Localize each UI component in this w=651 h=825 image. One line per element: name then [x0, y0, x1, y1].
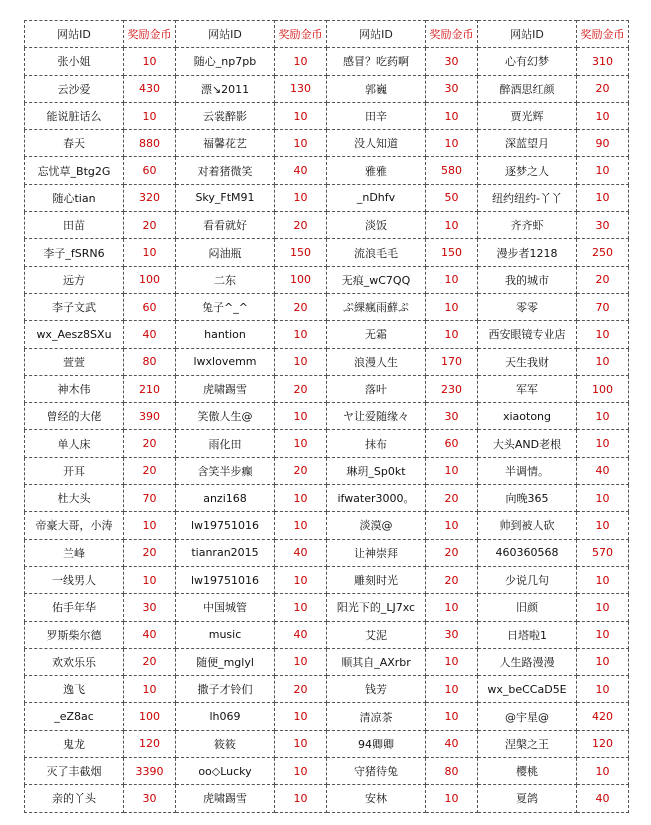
reward-coins-cell: 210: [124, 375, 176, 402]
reward-coins-cell: 80: [426, 758, 478, 785]
site-id-cell: 远方: [25, 266, 124, 293]
site-id-cell: 兔子^_^: [176, 293, 275, 320]
site-id-cell: 田辛: [327, 102, 426, 129]
site-id-cell: 对着猪微笑: [176, 157, 275, 184]
site-id-cell: 雕刻时光: [327, 566, 426, 593]
reward-coins-cell: 150: [275, 239, 327, 266]
reward-coins-cell: 40: [275, 157, 327, 184]
reward-coins-cell: 20: [275, 375, 327, 402]
reward-coins-cell: 3390: [124, 758, 176, 785]
reward-coins-cell: 130: [275, 75, 327, 102]
table-row: [25, 512, 629, 539]
header-site-id: 网站ID: [478, 21, 577, 48]
table-row: [25, 457, 629, 484]
reward-coins-cell: 10: [275, 485, 327, 512]
reward-coins-cell: 10: [577, 648, 629, 675]
site-id-cell: lw19751016: [176, 512, 275, 539]
site-id-cell: 福馨花艺: [176, 130, 275, 157]
site-id-cell: 鬼龙: [25, 730, 124, 757]
reward-coins-cell: 230: [426, 375, 478, 402]
site-id-cell: 琳玥_Sp0kt: [327, 457, 426, 484]
reward-coins-cell: 20: [124, 457, 176, 484]
reward-coins-cell: 10: [426, 594, 478, 621]
reward-coins-cell: 150: [426, 239, 478, 266]
reward-coins-cell: 10: [275, 512, 327, 539]
site-id-cell: 李子_fSRN6: [25, 239, 124, 266]
reward-coins-cell: 10: [275, 348, 327, 375]
site-id-cell: music: [176, 621, 275, 648]
site-id-cell: 齐齐虾: [478, 212, 577, 239]
site-id-cell: 半调情。: [478, 457, 577, 484]
reward-coins-cell: 10: [426, 293, 478, 320]
site-id-cell: 钱芳: [327, 676, 426, 703]
reward-coins-cell: 20: [426, 539, 478, 566]
header-reward: 奖励金币: [275, 21, 327, 48]
site-id-cell: 虎啸踢雪: [176, 375, 275, 402]
site-id-cell: 逸飞: [25, 676, 124, 703]
site-id-cell: 曾经的大佬: [25, 403, 124, 430]
table-row: [25, 266, 629, 293]
site-id-cell: 夏鸽: [478, 785, 577, 812]
site-id-cell: 让神崇拜: [327, 539, 426, 566]
site-id-cell: 看看就好: [176, 212, 275, 239]
header-site-id: 网站ID: [176, 21, 275, 48]
site-id-cell: 亲的丫头: [25, 785, 124, 812]
reward-coins-cell: 20: [577, 266, 629, 293]
site-id-cell: 云沙爱: [25, 75, 124, 102]
site-id-cell: 向晚365: [478, 485, 577, 512]
site-id-cell: 樱桃: [478, 758, 577, 785]
reward-coins-cell: 390: [124, 403, 176, 430]
table-row: [25, 594, 629, 621]
site-id-cell: 张小姐: [25, 48, 124, 75]
site-id-cell: 闷油瓶: [176, 239, 275, 266]
reward-coins-cell: 50: [426, 184, 478, 211]
reward-coins-cell: 10: [426, 676, 478, 703]
site-id-cell: lh069: [176, 703, 275, 730]
site-id-cell: 逐梦之人: [478, 157, 577, 184]
reward-coins-cell: 60: [124, 293, 176, 320]
site-id-cell: ifwater3000。: [327, 485, 426, 512]
reward-coins-cell: 10: [275, 321, 327, 348]
reward-coins-cell: 20: [275, 676, 327, 703]
reward-coins-cell: 20: [426, 485, 478, 512]
reward-coins-cell: 10: [275, 130, 327, 157]
reward-coins-cell: 10: [426, 321, 478, 348]
site-id-cell: 淡漠@: [327, 512, 426, 539]
site-id-cell: 淡饭: [327, 212, 426, 239]
reward-table-body: [25, 48, 629, 812]
site-id-cell: _nDhfv: [327, 184, 426, 211]
site-id-cell: 笑傲人生@: [176, 403, 275, 430]
reward-coins-cell: 60: [124, 157, 176, 184]
site-id-cell: 雨化田: [176, 430, 275, 457]
reward-coins-cell: 10: [577, 348, 629, 375]
reward-coins-cell: 20: [124, 430, 176, 457]
site-id-cell: 雅雅: [327, 157, 426, 184]
table-row: [25, 102, 629, 129]
site-id-cell: 灭了丰截烟: [25, 758, 124, 785]
reward-coins-cell: 40: [275, 621, 327, 648]
reward-coins-cell: 250: [577, 239, 629, 266]
site-id-cell: 军军: [478, 375, 577, 402]
header-reward: 奖励金币: [577, 21, 629, 48]
reward-coins-cell: 10: [426, 457, 478, 484]
site-id-cell: 罗斯柴尔德: [25, 621, 124, 648]
reward-coins-cell: 10: [124, 676, 176, 703]
site-id-cell: 守猪待兔: [327, 758, 426, 785]
reward-coins-cell: 40: [577, 785, 629, 812]
reward-coins-cell: 880: [124, 130, 176, 157]
reward-coins-cell: 10: [577, 621, 629, 648]
reward-coins-cell: 10: [426, 212, 478, 239]
reward-coins-cell: 10: [275, 48, 327, 75]
reward-coins-cell: 30: [124, 594, 176, 621]
reward-coins-cell: 10: [577, 566, 629, 593]
site-id-cell: 神木伟: [25, 375, 124, 402]
site-id-cell: hantion: [176, 321, 275, 348]
site-id-cell: 清凉茶: [327, 703, 426, 730]
site-id-cell: 少说几句: [478, 566, 577, 593]
table-row: [25, 703, 629, 730]
reward-coins-cell: 60: [426, 430, 478, 457]
site-id-cell: 兰峰: [25, 539, 124, 566]
reward-table-container: [24, 20, 629, 812]
reward-coins-cell: 10: [426, 130, 478, 157]
reward-coins-cell: 10: [275, 730, 327, 757]
reward-coins-cell: 40: [577, 457, 629, 484]
reward-coins-cell: 20: [275, 457, 327, 484]
reward-coins-cell: 30: [426, 75, 478, 102]
site-id-cell: 纽约纽约-丫丫: [478, 184, 577, 211]
site-id-cell: 我的城市: [478, 266, 577, 293]
reward-coins-cell: 70: [577, 293, 629, 320]
reward-coins-cell: 320: [124, 184, 176, 211]
reward-coins-cell: 10: [577, 676, 629, 703]
site-id-cell: 涅槃之王: [478, 730, 577, 757]
table-row: [25, 566, 629, 593]
reward-coins-cell: 90: [577, 130, 629, 157]
site-id-cell: 虎啸踢雪: [176, 785, 275, 812]
reward-coins-cell: 170: [426, 348, 478, 375]
reward-coins-cell: 120: [577, 730, 629, 757]
reward-coins-cell: 10: [426, 512, 478, 539]
reward-coins-cell: 10: [577, 403, 629, 430]
reward-coins-cell: 10: [275, 785, 327, 812]
reward-coins-cell: 10: [124, 102, 176, 129]
table-row: [25, 212, 629, 239]
reward-coins-cell: 10: [577, 102, 629, 129]
site-id-cell: 漂↘2011: [176, 75, 275, 102]
site-id-cell: 开耳: [25, 457, 124, 484]
reward-coins-cell: 10: [124, 239, 176, 266]
reward-coins-cell: 10: [275, 594, 327, 621]
site-id-cell: wx_beCCaD5E: [478, 676, 577, 703]
reward-coins-cell: 20: [426, 566, 478, 593]
site-id-cell: 筱筱: [176, 730, 275, 757]
reward-coins-cell: 100: [124, 703, 176, 730]
reward-coins-cell: 20: [577, 75, 629, 102]
reward-coins-cell: 10: [577, 512, 629, 539]
table-row: [25, 403, 629, 430]
site-id-cell: 单人床: [25, 430, 124, 457]
table-row: [25, 321, 629, 348]
site-id-cell: 浪漫人生: [327, 348, 426, 375]
reward-coins-cell: 10: [275, 758, 327, 785]
site-id-cell: 大头AND老根: [478, 430, 577, 457]
reward-coins-cell: 10: [426, 648, 478, 675]
site-id-cell: 流浪毛毛: [327, 239, 426, 266]
reward-coins-cell: 10: [275, 648, 327, 675]
reward-coins-cell: 30: [426, 403, 478, 430]
site-id-cell: 醉酒思红颜: [478, 75, 577, 102]
site-id-cell: wx_Aesz8SXu: [25, 321, 124, 348]
site-id-cell: 感冒？吃药啊: [327, 48, 426, 75]
table-row: [25, 75, 629, 102]
site-id-cell: 艾泥: [327, 621, 426, 648]
table-row: [25, 785, 629, 812]
reward-coins-cell: 580: [426, 157, 478, 184]
reward-coins-cell: 10: [275, 102, 327, 129]
site-id-cell: ヤ让爱随缘々: [327, 403, 426, 430]
site-id-cell: 二东: [176, 266, 275, 293]
site-id-cell: 随便_mglyl: [176, 648, 275, 675]
reward-table: [24, 20, 629, 813]
table-row: [25, 239, 629, 266]
table-row: [25, 730, 629, 757]
header-reward: 奖励金币: [426, 21, 478, 48]
reward-coins-cell: 570: [577, 539, 629, 566]
reward-coins-cell: 40: [426, 730, 478, 757]
site-id-cell: 零零: [478, 293, 577, 320]
site-id-cell: 忘忧草_Btg2G: [25, 157, 124, 184]
reward-coins-cell: 10: [124, 48, 176, 75]
site-id-cell: 心有幻梦: [478, 48, 577, 75]
site-id-cell: xiaotong: [478, 403, 577, 430]
site-id-cell: @宇星@: [478, 703, 577, 730]
site-id-cell: 中国城管: [176, 594, 275, 621]
reward-coins-cell: 10: [426, 703, 478, 730]
header-site-id: 网站ID: [25, 21, 124, 48]
header-site-id: 网站ID: [327, 21, 426, 48]
reward-coins-cell: 420: [577, 703, 629, 730]
reward-coins-cell: 10: [275, 184, 327, 211]
site-id-cell: 旧颜: [478, 594, 577, 621]
site-id-cell: 阳光下的_LJ7xc: [327, 594, 426, 621]
table-row: [25, 539, 629, 566]
reward-coins-cell: 10: [577, 430, 629, 457]
reward-coins-cell: 10: [577, 321, 629, 348]
site-id-cell: 落叶: [327, 375, 426, 402]
reward-coins-cell: 10: [577, 157, 629, 184]
site-id-cell: 漫步者1218: [478, 239, 577, 266]
table-row: [25, 130, 629, 157]
site-id-cell: 顺其自_AXrbr: [327, 648, 426, 675]
site-id-cell: lwxlovemm: [176, 348, 275, 375]
reward-coins-cell: 30: [426, 48, 478, 75]
reward-coins-cell: 20: [124, 212, 176, 239]
site-id-cell: 春天: [25, 130, 124, 157]
reward-coins-cell: 10: [577, 594, 629, 621]
site-id-cell: 一线男人: [25, 566, 124, 593]
site-id-cell: 西安眼镜专业店: [478, 321, 577, 348]
site-id-cell: oo◇Lucky: [176, 758, 275, 785]
site-id-cell: _eZ8ac: [25, 703, 124, 730]
site-id-cell: 李子文武: [25, 293, 124, 320]
site-id-cell: 帅到被人砍: [478, 512, 577, 539]
table-row: [25, 430, 629, 457]
reward-coins-cell: 10: [577, 184, 629, 211]
table-row: [25, 758, 629, 785]
reward-coins-cell: 10: [426, 785, 478, 812]
site-id-cell: tianran2015: [176, 539, 275, 566]
reward-coins-cell: 10: [426, 266, 478, 293]
site-id-cell: 94卿卿: [327, 730, 426, 757]
table-row: [25, 48, 629, 75]
reward-coins-cell: 10: [275, 566, 327, 593]
reward-coins-cell: 10: [275, 430, 327, 457]
reward-coins-cell: 20: [124, 648, 176, 675]
reward-coins-cell: 10: [275, 703, 327, 730]
site-id-cell: 帝豪大哥，小涛: [25, 512, 124, 539]
site-id-cell: 撒子才铃们: [176, 676, 275, 703]
table-row: [25, 348, 629, 375]
site-id-cell: 欢欢乐乐: [25, 648, 124, 675]
reward-coins-cell: 20: [275, 212, 327, 239]
table-row: [25, 485, 629, 512]
site-id-cell: 佑手年华: [25, 594, 124, 621]
reward-coins-cell: 80: [124, 348, 176, 375]
reward-coins-cell: 10: [275, 403, 327, 430]
table-row: [25, 293, 629, 320]
site-id-cell: 日塔啦1: [478, 621, 577, 648]
site-id-cell: anzi168: [176, 485, 275, 512]
reward-coins-cell: 120: [124, 730, 176, 757]
table-row: [25, 184, 629, 211]
site-id-cell: 深蓝望月: [478, 130, 577, 157]
site-id-cell: 安林: [327, 785, 426, 812]
site-id-cell: 460360568: [478, 539, 577, 566]
site-id-cell: 抹布: [327, 430, 426, 457]
reward-coins-cell: 30: [124, 785, 176, 812]
reward-coins-cell: 100: [577, 375, 629, 402]
reward-coins-cell: 30: [426, 621, 478, 648]
table-row: [25, 375, 629, 402]
site-id-cell: 杜大头: [25, 485, 124, 512]
table-row: [25, 621, 629, 648]
site-id-cell: 云裳醉影: [176, 102, 275, 129]
reward-coins-cell: 20: [275, 293, 327, 320]
reward-coins-cell: 10: [124, 566, 176, 593]
site-id-cell: 无霜: [327, 321, 426, 348]
reward-coins-cell: 40: [124, 621, 176, 648]
reward-coins-cell: 40: [124, 321, 176, 348]
reward-coins-cell: 10: [124, 512, 176, 539]
site-id-cell: 没人知道: [327, 130, 426, 157]
table-row: [25, 157, 629, 184]
reward-coins-cell: 100: [275, 266, 327, 293]
table-row: [25, 648, 629, 675]
site-id-cell: 随心tian: [25, 184, 124, 211]
site-id-cell: 田苗: [25, 212, 124, 239]
reward-coins-cell: 10: [426, 102, 478, 129]
site-id-cell: 天生我财: [478, 348, 577, 375]
reward-coins-cell: 10: [577, 485, 629, 512]
reward-coins-cell: 430: [124, 75, 176, 102]
site-id-cell: Sky_FtM91: [176, 184, 275, 211]
reward-coins-cell: 10: [577, 758, 629, 785]
site-id-cell: ぷ綶瘋雨蘚ぷ: [327, 293, 426, 320]
header-reward: 奖励金币: [124, 21, 176, 48]
site-id-cell: 萱萱: [25, 348, 124, 375]
site-id-cell: 人生路漫漫: [478, 648, 577, 675]
reward-coins-cell: 20: [124, 539, 176, 566]
reward-coins-cell: 100: [124, 266, 176, 293]
site-id-cell: 贾光辉: [478, 102, 577, 129]
site-id-cell: lw19751016: [176, 566, 275, 593]
reward-coins-cell: 70: [124, 485, 176, 512]
reward-coins-cell: 40: [275, 539, 327, 566]
table-row: [25, 676, 629, 703]
site-id-cell: 随心_np7pb: [176, 48, 275, 75]
site-id-cell: 无痕_wC7QQ: [327, 266, 426, 293]
site-id-cell: 郭巍: [327, 75, 426, 102]
header-row: [25, 21, 629, 48]
site-id-cell: 能说脏话么: [25, 102, 124, 129]
reward-coins-cell: 30: [577, 212, 629, 239]
reward-coins-cell: 310: [577, 48, 629, 75]
site-id-cell: 含笑半步癫: [176, 457, 275, 484]
